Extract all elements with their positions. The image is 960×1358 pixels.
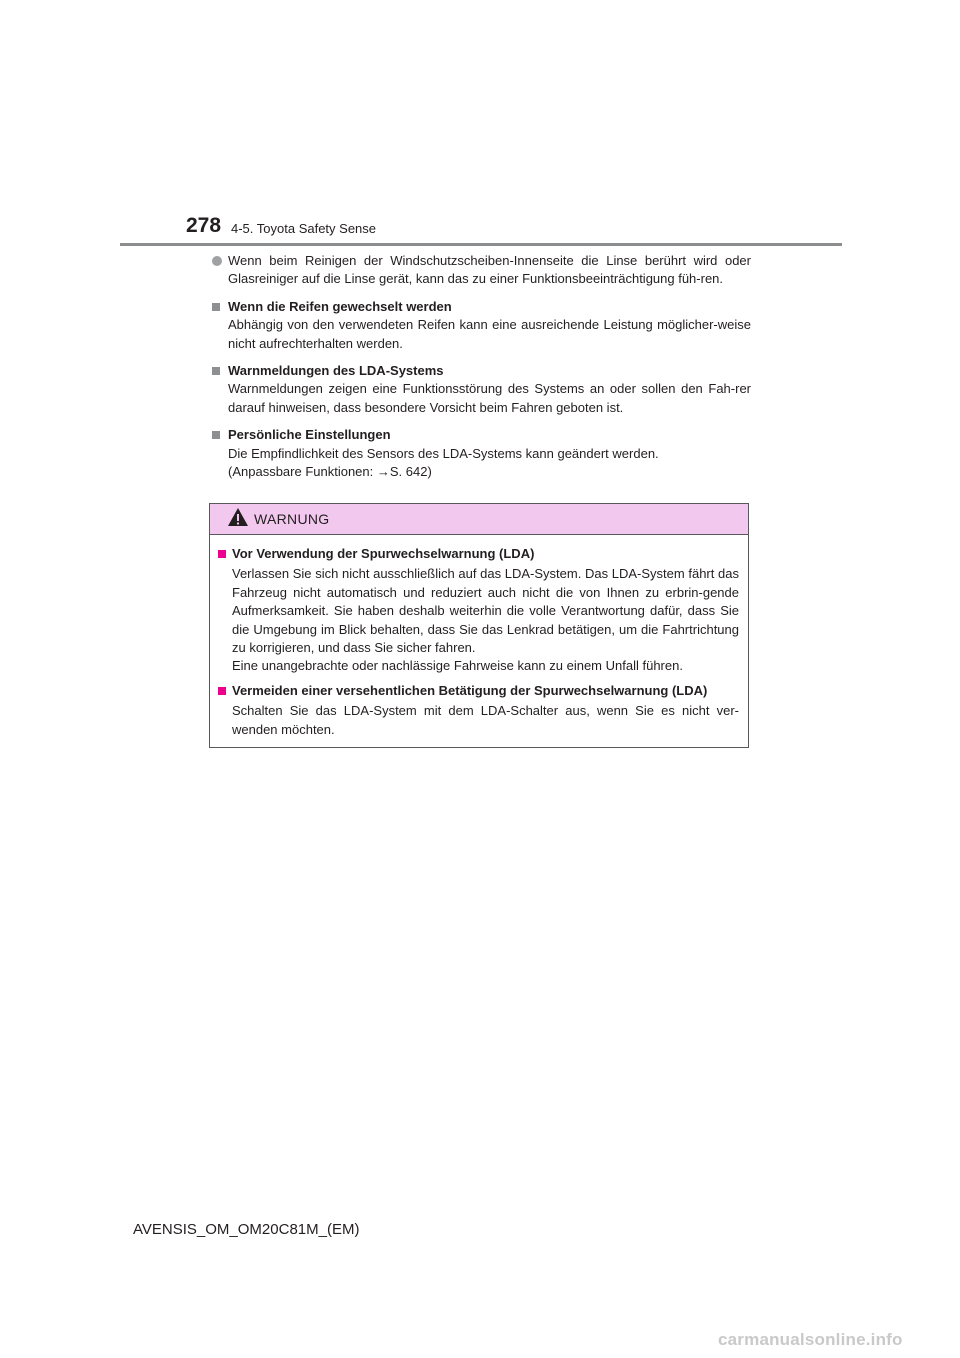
page-reference-link[interactable]: (Anpassbare Funktionen: →S. 642) (228, 464, 432, 480)
warning-item-heading-text: Vermeiden einer versehentlichen Betätigung der Spurwechselwarnung (LDA) (232, 682, 708, 698)
section-title: 4-5. Toyota Safety Sense (231, 221, 377, 236)
header-divider (120, 243, 842, 246)
section-settings (211, 426, 751, 481)
bullet-note (211, 252, 751, 289)
section-body: Abhängig von den verwendeten Reifen kann eine ausreichende Leistung möglicher-weise nicht aufrechterhalten werden. (228, 317, 751, 351)
warning-body (210, 535, 748, 739)
main-content (211, 252, 751, 490)
section-heading (211, 362, 751, 380)
warning-item-body (217, 702, 739, 739)
warning-title: WARNUNG (254, 511, 330, 527)
bullet-note-text: Wenn beim Reinigen der Windschutzscheiben-Innenseite die Linse berührt wird oder Glasreiniger auf die Linse gerät, kann das zu einer Funktionsbeeinträchtigung füh-ren. (228, 253, 751, 287)
warning-item-heading (217, 545, 739, 563)
square-bullet-icon (218, 687, 226, 695)
page-number: 278 (186, 214, 222, 237)
warning-item-body (217, 565, 739, 675)
warning-item-body-text: Schalten Sie das LDA-System mit dem LDA-Schalter aus, wenn Sie es nicht ver-wenden möchten. (232, 703, 739, 737)
section-tires (211, 298, 751, 353)
section-heading-text: Wenn die Reifen gewechselt werden (228, 298, 452, 314)
square-bullet-icon (212, 431, 220, 439)
section-heading-text: Persönliche Einstellungen (228, 427, 391, 443)
section-heading (211, 298, 751, 316)
document-code: AVENSIS_OM_OM20C81M_(EM) (133, 1221, 360, 1238)
section-heading-text: Warnmeldungen des LDA-Systems (228, 363, 444, 379)
square-bullet-icon (212, 367, 220, 375)
warning-item-heading (217, 682, 739, 700)
warning-item-body-text: Eine unangebrachte oder nachlässige Fahrweise kann zu einem Unfall führen. (232, 658, 683, 674)
warning-triangle-icon (227, 507, 249, 527)
warning-box (209, 503, 749, 748)
square-bullet-icon (212, 303, 220, 311)
bullet-dot-icon (212, 256, 222, 266)
section-body-line: Die Empfindlichkeit des Sensors des LDA-Systems kann geändert werden. (228, 445, 659, 461)
square-bullet-icon (218, 550, 226, 558)
section-body: Warnmeldungen zeigen eine Funktionsstörung des Systems an oder sollen den Fah-rer darauf hinweisen, dass besondere Vorsicht beim Fahren geboten ist. (228, 381, 751, 415)
watermark-text: carmanualsonline.info (718, 1330, 903, 1349)
section-warnings (211, 362, 751, 417)
warning-item-body-text: Verlassen Sie sich nicht ausschließlich auf das LDA-System. Das LDA-System fährt das Fahrzeug nicht automatisch und reduziert auch nicht die von Ihnen zu erbrin-gende Aufmerksamkeit. Sie haben deshalb weiterhin die volle Verantwortung dafür, dass Sie die Umgebung im Blick behalten, dass Sie das Lenkrad betätigen, um die Fahrtrichtung zu korrigieren, und dass Sie sicher fahren. (232, 566, 739, 656)
warning-item-heading-text: Vor Verwendung der Spurwechselwarnung (LDA) (232, 546, 535, 561)
warning-header (210, 504, 748, 535)
section-heading (211, 426, 751, 444)
